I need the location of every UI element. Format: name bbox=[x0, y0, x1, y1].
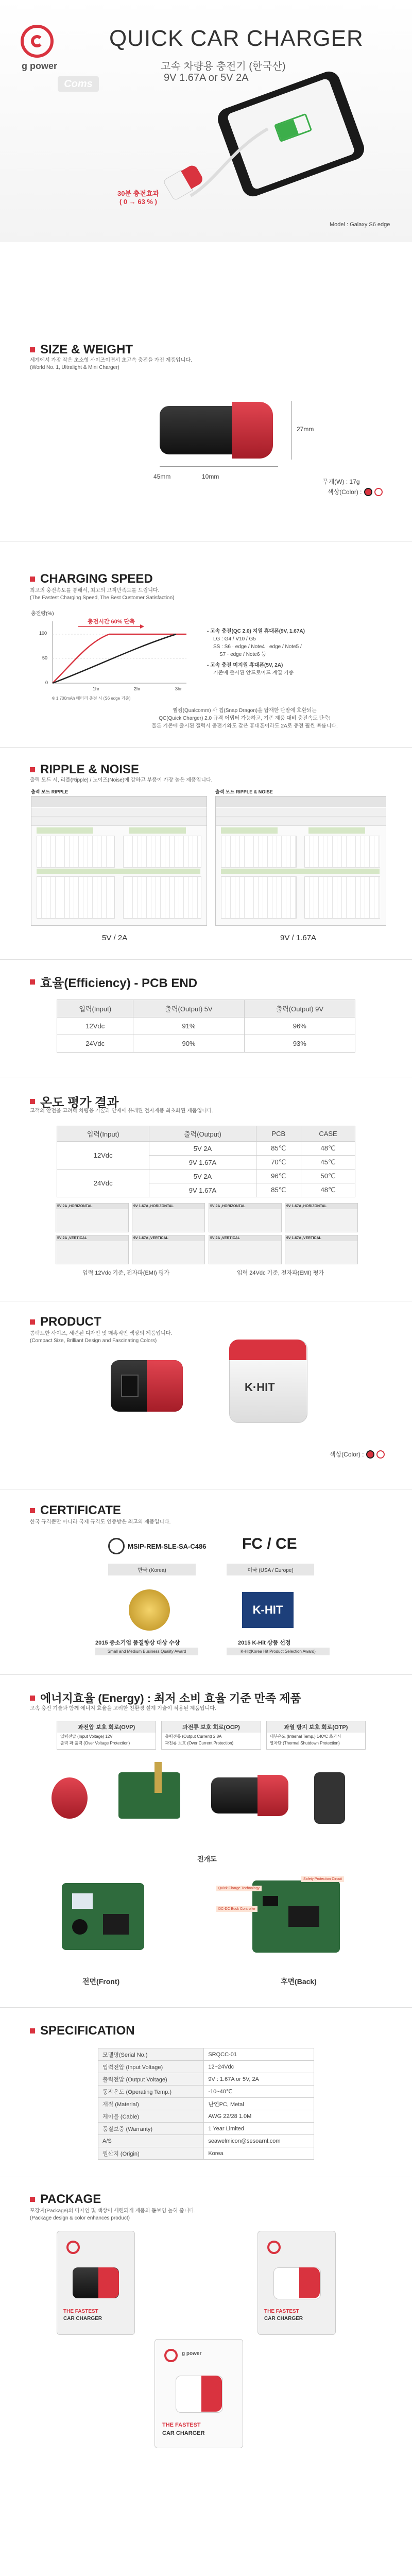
spec-key: 출력전압 (Output Voltage) bbox=[98, 2073, 204, 2086]
protection-ocp: 과전류 보호 회로(OCP) 출력전류 (Output Current) 2.8A 과전류 보호 (Over Current Protection) bbox=[161, 1721, 261, 1750]
protection-otp: 과열 방지 보호 회로(OTP) 내부온도 (Internal Temp.) 140ºC 초과시 열차단 (Thermal Shutdown Protection) bbox=[266, 1721, 366, 1750]
fcce-caption: 미국 (USA / Europe) bbox=[227, 1564, 314, 1575]
table-header-row bbox=[57, 1000, 355, 1018]
spec-value: 9V : 1.67A or 5V, 2A bbox=[204, 2073, 314, 2086]
spec-row bbox=[98, 2098, 314, 2110]
color-swatch-white bbox=[376, 1450, 385, 1459]
spec-key: 품질보증 (Warranty) bbox=[98, 2123, 204, 2135]
charge-bubble bbox=[117, 188, 159, 206]
product-color-row: 색상(Color) : bbox=[330, 1450, 385, 1459]
package-title: PACKAGE bbox=[30, 2192, 101, 2207]
spec-table bbox=[98, 2048, 314, 2160]
y-tick-50: 50 bbox=[42, 655, 48, 660]
brand-logo-text: g power bbox=[22, 61, 58, 71]
ripple-left-caption: 5V / 2A bbox=[102, 934, 128, 942]
legend-box: - 고속 충전(QC 2.0) 지원 휴대폰(9V, 1.67A) LG : G4 / V10 / G5 SS : S6 · edge / Note4 · edge / Note5 / S7 · edge / Note6 등 - 고속 충전 미지원 휴대폰(5V, 2A) 기존에 출시된 안드로이드 계열 기종 bbox=[207, 629, 305, 676]
peak-label: 충전시간 60% 단축 bbox=[88, 619, 135, 625]
certificate-title: CERTIFICATE bbox=[30, 1503, 121, 1518]
spec-key: 재질 (Material) bbox=[98, 2098, 204, 2110]
legend2-title: - 고속 충전 미지원 휴대폰(5V, 2A) bbox=[207, 663, 283, 668]
package-logo-icon bbox=[164, 2349, 178, 2362]
col-output-5v: 출력(Output) 5V bbox=[133, 1000, 244, 1018]
kc-logo-icon bbox=[108, 1538, 125, 1554]
product-white-charger bbox=[229, 1340, 312, 1427]
award1-caption: Small and Medium Business Quality Award bbox=[95, 1648, 198, 1655]
hero-subtitle-spec: 9V 1.67A or 5V 2A bbox=[164, 72, 249, 83]
bubble-line1: 30분 충전효과 bbox=[117, 190, 159, 197]
emi-thumbs-right: 5V 2A ,HORIZONTAL 9V 1.67A ,HORIZONTAL 5V 2A ,VERTICAL 9V 1.67A ,VERTICAL bbox=[209, 1203, 358, 1264]
package-logo-icon bbox=[267, 2241, 281, 2254]
energy-desc: 고속 충전 기술과 함께 에너지 효율을 고려한 친환경 설계 기술이 적용된 제품입니다. bbox=[30, 1706, 216, 1711]
charging-speed-title: CHARGING SPEED bbox=[30, 572, 153, 586]
color-row: 색상(Color) : bbox=[328, 487, 383, 496]
ripple-title: RIPPLE & NOISE bbox=[30, 762, 139, 777]
package-box-right: THE FASTEST CAR CHARGER bbox=[258, 2231, 336, 2335]
ripple-left-header: 출력 모드 RIPPLE bbox=[31, 789, 68, 794]
ripple-desc: 출력 모드 시, 리플(Ripple) / 노이즈(Noise)에 강하고 부품이 가장 높은 제품입니다. bbox=[30, 777, 213, 783]
color-swatch-red bbox=[364, 488, 372, 496]
hero-subtitle-ko: 고속 차량용 충전기 (한국산) bbox=[161, 61, 286, 72]
dim-head: 10mm bbox=[202, 473, 219, 480]
graph-y-label: 충전량(%) bbox=[31, 611, 54, 617]
spec-value: 1 Year Limited bbox=[204, 2123, 314, 2135]
coms-badge: Coms bbox=[58, 76, 99, 92]
spec-key: 모델명(Serial No.) bbox=[98, 2048, 204, 2061]
emi-thumbs-left: 5V 2A ,HORIZONTAL 9V 1.67A ,HORIZONTAL 5V 2A ,VERTICAL 9V 1.67A ,VERTICAL bbox=[56, 1203, 205, 1264]
efficiency-table bbox=[57, 999, 355, 1053]
battery-icon bbox=[274, 113, 312, 142]
spec-row bbox=[98, 2147, 314, 2160]
certificate-desc: 한국 규격뿐만 아니라 국제 규격도 인증받은 최고의 제품입니다. bbox=[30, 1519, 171, 1525]
package-desc: 포장지(Package)의 디자인 및 색상이 세련되게 제품의 돋보임 높히 줍니다. (Package design & color enhances product) bbox=[30, 2208, 196, 2221]
fcce-mark: FC / CE bbox=[242, 1535, 297, 1552]
size-charger-image bbox=[160, 402, 278, 459]
exploded-view bbox=[52, 1757, 360, 1839]
size-weight-title: SIZE & WEIGHT bbox=[30, 343, 133, 357]
spec-value: 12~24Vdc bbox=[204, 2061, 314, 2073]
size-weight-desc: 세계에서 가장 작은 초소형 사이즈이면서 초고속 충전을 가진 제품입니다. (World No. 1, Ultralight & Mini Charger) bbox=[30, 358, 192, 370]
spec-key: 입력전압 (Input Voltage) bbox=[98, 2061, 204, 2073]
model-caption: Model : Galaxy S6 edge bbox=[330, 222, 390, 228]
product-desc: 콤팩트한 사이즈, 세련된 디자인 및 매혹적인 색상의 제품입니다. (Compact Size, Brilliant Design and Fascinating Colors) bbox=[30, 1331, 173, 1344]
spec-key: 원산지 (Origin) bbox=[98, 2147, 204, 2160]
dim-width-line bbox=[160, 466, 278, 467]
spec-row bbox=[98, 2061, 314, 2073]
temperature-title: 온도 평가 결과 bbox=[30, 1092, 118, 1110]
spec-row bbox=[98, 2123, 314, 2135]
front-caption: 전면(Front) bbox=[82, 1977, 120, 1986]
hero-title: QUICK CAR CHARGER bbox=[109, 26, 364, 51]
x-tick-1hr: 1hr bbox=[93, 686, 100, 691]
plug-logo: K·HIT bbox=[245, 1381, 275, 1394]
award-quality-icon bbox=[129, 1589, 170, 1631]
khit-logo bbox=[242, 1592, 294, 1628]
spec-key: A/S bbox=[98, 2135, 204, 2147]
bubble-line2: ( 0 → 63 % ) bbox=[119, 198, 157, 206]
package-box-center: g power THE FASTEST CAR CHARGER bbox=[154, 2339, 243, 2448]
ripple-right-panel bbox=[215, 796, 386, 926]
x-tick-2hr: 2hr bbox=[134, 686, 141, 691]
award2-title: 2015 K-Hit 상품 선정 bbox=[238, 1640, 291, 1646]
charging-speed-desc: 최고의 충전속도를 통해서, 최고의 고객만족도를 드립니다. (The Fastest Charging Speed, The Best Customer Satisfaction) bbox=[30, 588, 175, 601]
weight-label: 무게(W) : 17g bbox=[322, 478, 360, 485]
spec-value: 난연PC, Metal bbox=[204, 2098, 314, 2110]
back-tag-3: Safety Protection Circuit bbox=[301, 1876, 344, 1882]
col-input: 입력(Input) bbox=[57, 1000, 133, 1018]
product-title: PRODUCT bbox=[30, 1315, 101, 1329]
spec-value: AWG 22/28 1.0M bbox=[204, 2110, 314, 2123]
pcb-front-image bbox=[62, 1883, 144, 1950]
spec-value[interactable]: seawelmicon@sesoarnl.com bbox=[204, 2135, 314, 2147]
protection-boxes bbox=[57, 1721, 366, 1750]
exploded-caption: 전개도 bbox=[197, 1855, 217, 1863]
dim-height: 27mm bbox=[297, 426, 314, 433]
award1-title: 2015 중소기업 품질향상 대상 수상 bbox=[95, 1640, 180, 1646]
col-output-9v: 출력(Output) 9V bbox=[244, 1000, 355, 1018]
ripple-left-panel bbox=[31, 796, 207, 926]
y-tick-100: 100 bbox=[39, 631, 47, 636]
back-tag-2: DC-DC Buck Controller bbox=[216, 1906, 258, 1912]
spec-value: SRQCC-01 bbox=[204, 2048, 314, 2061]
ripple-right-caption: 9V / 1.67A bbox=[280, 934, 317, 942]
back-tag-1: Quick Charge Technology bbox=[216, 1886, 262, 1891]
spec-key: 동작온도 (Operating Temp.) bbox=[98, 2086, 204, 2098]
emi-caption-left: 입력 12Vdc 기준, 전자파(EMI) 평가 bbox=[82, 1270, 169, 1276]
gpower-logo bbox=[21, 25, 54, 58]
spec-row bbox=[98, 2073, 314, 2086]
back-caption: 후면(Back) bbox=[281, 1977, 317, 1986]
temperature-table: 입력(Input) 출력(Output) PCB CASE 12Vdc 5V 2A 85℃ 48℃ 9V 1.67A 70℃ 45℃ 24Vdc 5V 2A 96℃ 50℃ 9V 1.67A 85℃ 48℃ bbox=[57, 1126, 355, 1197]
kc-caption: 한국 (Korea) bbox=[108, 1564, 196, 1575]
charging-note: 퀄컴(Qualcomm) 사 칩(Snap Dragon)을 탑재한 단말에 호환되는 QC(Quick Charger) 2.0 규격 어댑터 가능하고, 기존 제품 대비 충전속도 단축! 물론 기존에 출시된 갤럭시 충전기와도 같은 휴대폰이라도 2A로 충전 훨씬 빠릅니다. bbox=[151, 708, 338, 729]
legend1-title: - 고속 충전(QC 2.0) 지원 휴대폰(9V, 1.67A) bbox=[207, 629, 305, 634]
khit-logo-text: K-HIT bbox=[252, 1603, 283, 1616]
dim-width: 45mm bbox=[153, 473, 171, 480]
pcb-back-image bbox=[252, 1880, 340, 1953]
package-logo-icon bbox=[66, 2241, 80, 2254]
protection-ovp: 과전압 보호 회로(OVP) 입력전압 (Input Voltage) 12V 출력 과 출력 (Over Voltage Protection) bbox=[57, 1721, 156, 1750]
award2-caption: K-Hit(Korea Hit Product Selection Award) bbox=[227, 1648, 330, 1655]
package-box-left: THE FASTEST CAR CHARGER bbox=[57, 2231, 135, 2335]
kc-mark bbox=[108, 1538, 206, 1554]
dim-height-line bbox=[291, 401, 292, 460]
table-row: 24Vdc 90% 93% bbox=[57, 1035, 355, 1053]
y-tick-0: 0 bbox=[45, 680, 48, 685]
energy-title: 에너지효율 (Energy) : 최저 소비 효율 기준 만족 제품 bbox=[30, 1690, 301, 1706]
spec-row bbox=[98, 2110, 314, 2123]
color-swatch-white bbox=[374, 488, 383, 496]
table-row: 12Vdc 91% 96% bbox=[57, 1018, 355, 1035]
graph-footnote: ※ 1,700mAh 배터리 충전 시 (S6 edge 기준) bbox=[52, 696, 131, 701]
spec-row bbox=[98, 2086, 314, 2098]
temperature-desc: 고객의 안전을 고려해 차량용 기술과 안제에 유래된 전자제품 최초화된 제품입니다. bbox=[30, 1108, 214, 1114]
color-swatch-red bbox=[366, 1450, 374, 1459]
emi-caption-right: 입력 24Vdc 기준, 전자파(EMI) 평가 bbox=[237, 1270, 324, 1276]
ripple-right-header: 출력 모드 RIPPLE & NOISE bbox=[215, 789, 273, 794]
hero-section bbox=[0, 0, 412, 242]
kc-code: MSIP-REM-SLE-SA-C486 bbox=[128, 1542, 207, 1550]
spec-row bbox=[98, 2135, 314, 2147]
spec-key: 케이블 (Cable) bbox=[98, 2110, 204, 2123]
charging-graph bbox=[37, 616, 192, 699]
efficiency-title: 효율(Efficiency) - PCB END bbox=[30, 973, 197, 991]
spec-value: -10~40℃ bbox=[204, 2086, 314, 2098]
specification-title: SPECIFICATION bbox=[30, 2024, 135, 2038]
x-tick-3hr: 3hr bbox=[175, 686, 182, 691]
spec-value: Korea bbox=[204, 2147, 314, 2160]
product-black-charger bbox=[111, 1360, 193, 1417]
spec-row bbox=[98, 2048, 314, 2061]
